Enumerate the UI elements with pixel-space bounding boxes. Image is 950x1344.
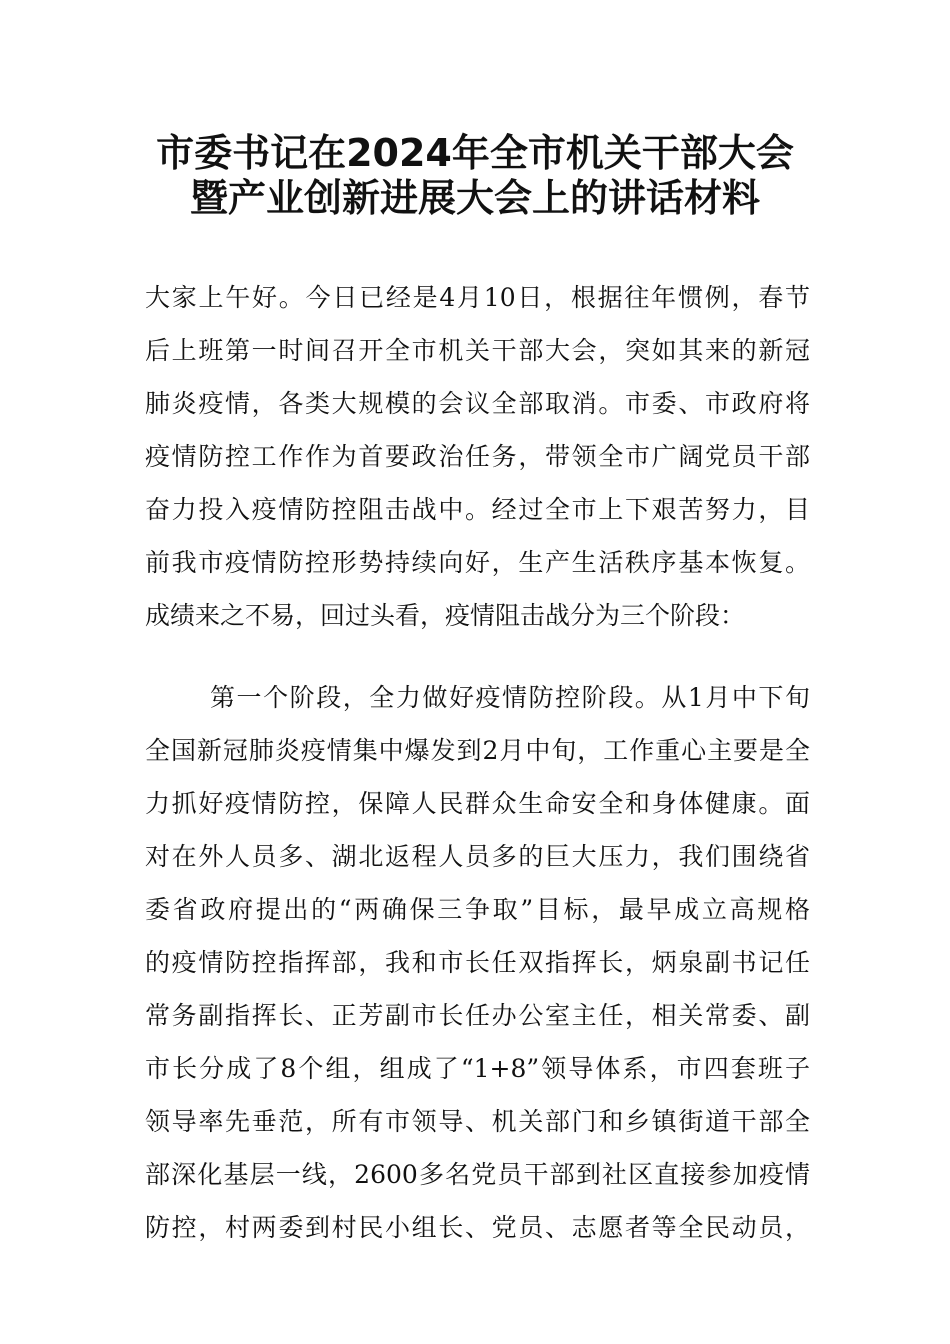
paragraph-2-line: 委省政府提出的“两确保三争取”目标，最早成立高规格: [145, 895, 810, 924]
paragraph-2-line: 市长分成了8个组，组成了“1+8”领导体系，市四套班子: [145, 1054, 810, 1083]
paragraph-2-line: 的疫情防控指挥部，我和市长任双指挥长，炳泉副书记任: [145, 948, 810, 977]
paragraph-1-line: 疫情防控工作作为首要政治任务，带领全市广阔党员干部: [145, 442, 810, 471]
paragraph-2-line: 常务副指挥长、正芳副市长任办公室主任，相关常委、副: [145, 1001, 810, 1030]
paragraph-2-line: 全国新冠肺炎疫情集中爆发到2月中旬，工作重心主要是全: [145, 736, 810, 765]
paragraph-1-line: 后上班第一时间召开全市机关干部大会，突如其来的新冠: [145, 336, 810, 365]
paragraph-2-line: 领导率先垂范，所有市领导、机关部门和乡镇街道干部全: [145, 1107, 810, 1136]
paragraph-1-line: 大家上午好。今日已经是4月10日，根据往年惯例，春节: [145, 283, 810, 312]
paragraph-2-line: 防控，村两委到村民小组长、党员、志愿者等全民动员，: [145, 1213, 810, 1242]
paragraph-2-line: 力抓好疫情防控，保障人民群众生命安全和身体健康。面: [145, 789, 810, 818]
paragraph-2-line: 部深化基层一线，2600多名党员干部到社区直接参加疫情: [145, 1160, 810, 1189]
paragraph-1-line: 肺炎疫情，各类大规模的会议全部取消。市委、市政府将: [145, 389, 810, 418]
paragraph-2-line: 第一个阶段，全力做好疫情防控阶段。从1月中下旬: [210, 683, 810, 712]
paragraph-1-line: 前我市疫情防控形势持续向好，生产生活秩序基本恢复。: [145, 548, 810, 577]
paragraph-2-line: 对在外人员多、湖北返程人员多的巨大压力，我们围绕省: [145, 842, 810, 871]
document-title-line-1: 市委书记在2024年全市机关干部大会: [156, 131, 794, 175]
paragraph-1-line: 成绩来之不易，回过头看，疫情阻击战分为三个阶段：: [145, 601, 746, 630]
document-title-line-2: 暨产业创新进展大会上的讲话材料: [189, 176, 760, 220]
paragraph-1-line: 奋力投入疫情防控阻击战中。经过全市上下艰苦努力，目: [145, 495, 810, 524]
